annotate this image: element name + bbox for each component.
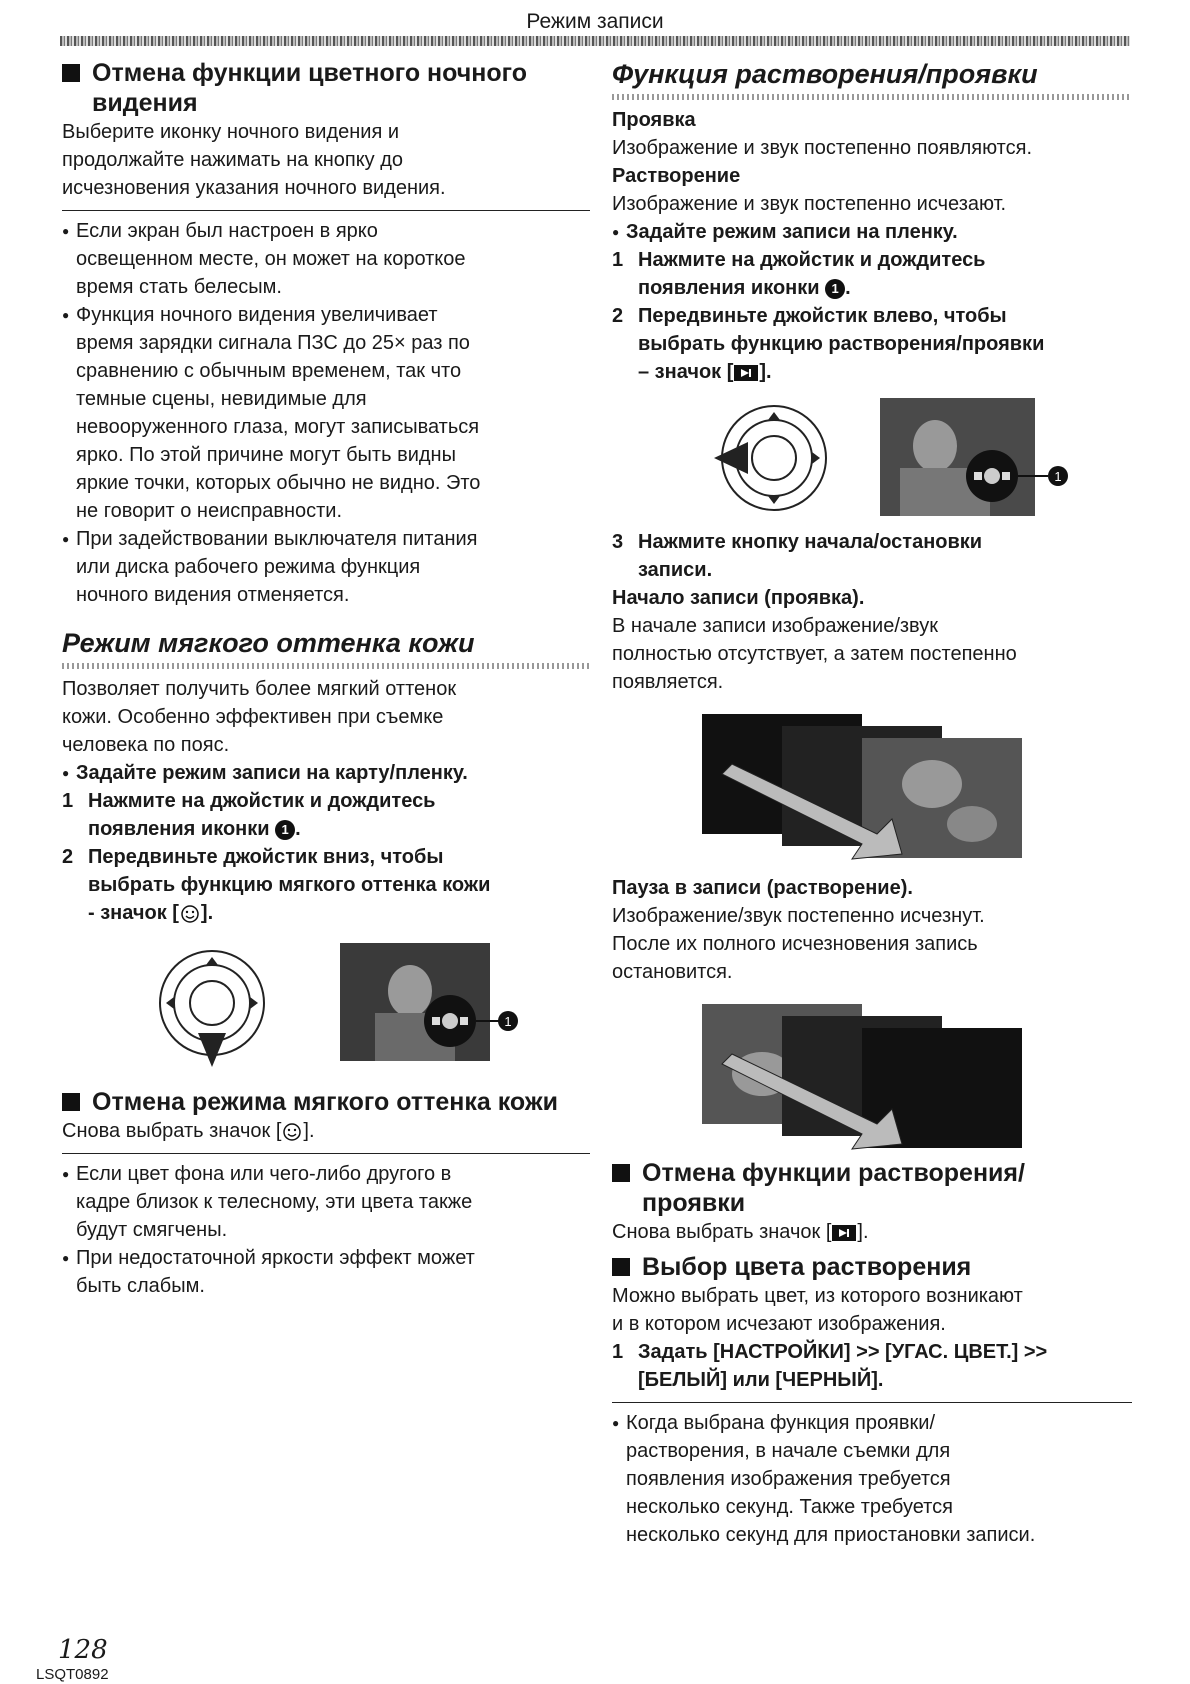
figure-fade-out [612,994,1132,1154]
fade-icon [733,363,759,383]
page-number: 128 [58,1635,108,1665]
left-column [62,58,590,1300]
soft-skin-icon [179,904,201,924]
divider [612,1402,1132,1403]
callout-1-icon: 1 [825,279,845,299]
fade-cancel-title: Отмена функции растворения/ проявки [612,1158,1132,1218]
step-1: 1 Нажмите на джойстик и дождитесь появления иконки 1 . [612,249,986,299]
divider [62,210,590,211]
joystick-left-icon [712,398,832,523]
header-title: Режим записи [526,10,664,33]
dotted-underline [62,663,590,669]
dotted-underline [612,94,1132,100]
note-bullet: ● При недостаточной яркости эффект может быть слабым. [62,1244,590,1300]
fade-cancel-body: Снова выбрать значок [ ]. [612,1221,869,1243]
night-vision-cancel-title: Отмена функции цветного ночного видения [62,58,590,118]
joystick-down-icon [152,943,272,1073]
soft-skin-body: Позволяет получить более мягкий оттенок кожи. Особенно эффективен при съемке человека по пояс. [62,678,457,756]
record-start-body: В начале записи изображение/звук полностью отсутствует, а затем постепенно появляется. [612,615,1017,693]
note-bullet: ● При задействовании выключателя питания или диска рабочего режима функция ночного видения отменяется. [62,525,590,609]
divider [62,1153,590,1154]
soft-skin-cancel-body: Снова выбрать значок [ ]. [62,1120,315,1142]
soft-skin-screen-image [340,943,520,1061]
figure-fade-in [612,704,1132,874]
soft-skin-icon [281,1122,303,1142]
note-bullet: ● Если цвет фона или чего-либо другого в кадре близок к телесному, эти цвета также будут смягчены. [62,1160,590,1244]
step-2: 2 Передвиньте джойстик вниз, чтобы выбрать функцию мягкого оттенка кожи - значок [ ]. [62,846,491,924]
note-bullet: ● Когда выбрана функция проявки/ растворения, в начале съемки для появления изображения требуется несколько секунд. Также требуется несколько секунд для приостановки записи. [612,1409,1132,1549]
fade-out-label: Растворение [612,165,741,187]
fade-out-body: Изображение и звук постепенно исчезают. [612,193,1007,215]
figure-fade-select [612,398,1132,528]
document-code: LSQT0892 [36,1666,109,1683]
bold-instruction: ● Задайте режим записи на карту/пленку. [62,759,590,787]
square-bullet-icon [62,64,80,82]
fade-in-label: Проявка [612,109,696,131]
soft-skin-title: Режим мягкого оттенка кожи [62,628,475,658]
record-start-label: Начало записи (проявка). [612,587,865,609]
step-1: 1 Задать [НАСТРОЙКИ] >> [УГАС. ЦВЕТ.] >> [БЕЛЫЙ] или [ЧЕРНЫЙ]. [612,1341,1048,1391]
fade-in-body: Изображение и звук постепенно появляются. [612,137,1032,159]
bold-instruction: ● Задайте режим записи на пленку. [612,218,1132,246]
svg-text:1: 1 [1054,469,1062,484]
callout-1-icon: 1 [275,820,295,840]
soft-skin-cancel-title: Отмена режима мягкого оттенка кожи [62,1087,590,1117]
note-bullet: ● Если экран был настроен в ярко освещенном месте, он может на короткое время стать белесым. [62,217,590,301]
right-column [612,58,1132,1549]
square-bullet-icon [612,1258,630,1276]
fade-icon [831,1223,857,1243]
night-vision-cancel-body: Выберите иконку ночного видения и продолжайте нажимать на кнопку до исчезновения указания ночного видения. [62,121,446,199]
header-rule [60,36,1130,46]
fade-in-sequence-image [702,714,1032,864]
fade-color-title: Выбор цвета растворения [612,1252,1132,1282]
step-3: 3 Нажмите кнопку начала/остановки записи. [612,531,983,581]
note-bullet: ● Функция ночного видения увеличивает время зарядки сигнала ПЗС до 25× раз по сравнению с обычным временем, так что темные сцены, невидимые для невооруженного глаза, могут записываться ярко. По этой причине могут быть видны яркие точки, которых обычно не видно. Это не говорит о неисправности. [62,301,590,525]
fade-out-sequence-image [702,1004,1032,1154]
square-bullet-icon [62,1093,80,1111]
step-1: 1 Нажмите на джойстик и дождитесь появления иконки 1 . [62,790,436,840]
figure-soft-skin [62,943,590,1083]
record-pause-body: Изображение/звук постепенно исчезнут. После их полного исчезновения запись остановится. [612,905,985,983]
step-2: 2 Передвиньте джойстик влево, чтобы выбрать функцию растворения/проявки – значок [ ]. [612,305,1045,383]
record-pause-label: Пауза в записи (растворение). [612,877,913,899]
fade-title: Функция растворения/проявки [612,59,1038,89]
square-bullet-icon [612,1164,630,1182]
fade-color-body: Можно выбрать цвет, из которого возникают и в котором исчезают изображения. [612,1285,1023,1335]
svg-text:1: 1 [504,1014,512,1029]
fade-screen-image [880,398,1080,516]
